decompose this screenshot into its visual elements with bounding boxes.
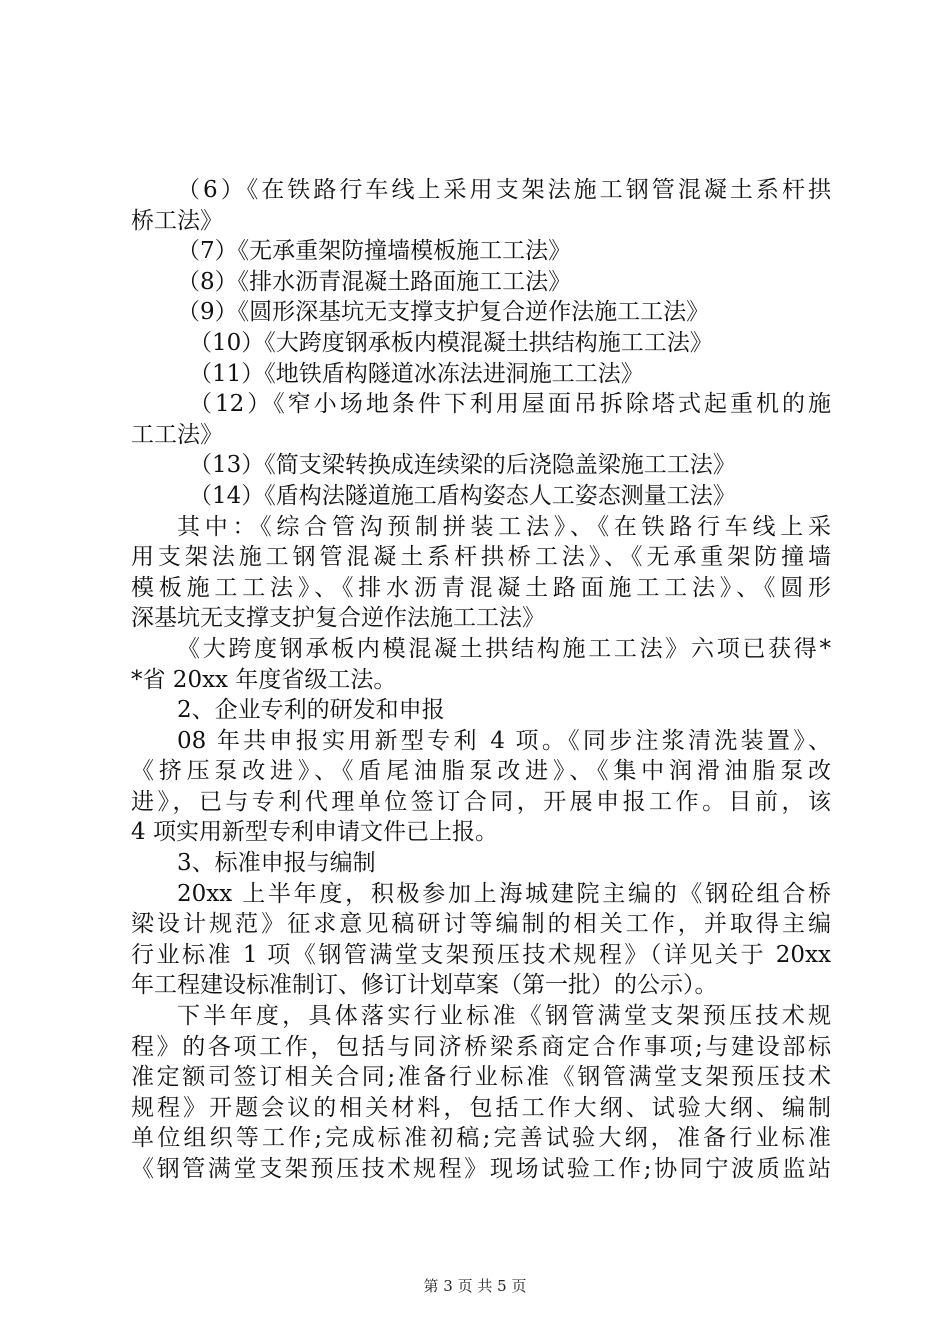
text-line: 准定额司签订相关合同;准备行业标准《钢管满堂支架预压技术 xyxy=(131,1064,831,1091)
text-line: 《大跨度钢承板内模混凝土拱结构施工工法》六项已获得* xyxy=(177,635,831,662)
section-heading: 3、标准申报与编制 xyxy=(177,850,376,877)
text-line: （6）《在铁路行车线上采用支架法施工钢管混凝土系杆拱 xyxy=(177,177,831,203)
text-line: 模板施工工法》、《排水沥青混凝土路面施工工法》、《圆形 xyxy=(131,574,831,601)
text-line: （11）《地铁盾构隧道冰冻法进洞施工工法》 xyxy=(189,360,644,387)
text-line: 规程》开题会议的相关材料，包括工作大纲、试验大纲、编制 xyxy=(131,1094,831,1121)
text-line: （8）《排水沥青混凝土路面施工工法》 xyxy=(177,268,572,295)
text-line: （14）《盾构法隧道施工盾构姿态人工姿态测量工法》 xyxy=(189,482,736,509)
text-line: 年工程建设标准制订、修订计划草案（第一批）的公示）。 xyxy=(131,972,718,999)
text-line: （12）《窄小场地条件下利用屋面吊拆除塔式起重机的施 xyxy=(189,391,831,418)
text-line: 进》，已与专利代理单位签订合同，开展申报工作。目前，该 xyxy=(131,788,831,815)
text-line: *省 20xx 年度省级工法。 xyxy=(131,666,397,693)
text-line: （9）《圆形深基坑无支撑支护复合逆作法施工工法》 xyxy=(177,299,710,326)
text-line: 程》的各项工作，包括与同济桥梁系商定合作事项;与建设部标 xyxy=(131,1033,831,1060)
text-line: 工工法》 xyxy=(131,421,223,448)
text-line: （13）《简支梁转换成连续梁的后浇隐盖梁施工工法》 xyxy=(189,452,736,479)
text-line: 梁设计规范》征求意见稿研讨等编制的相关工作，并取得主编 xyxy=(131,911,831,938)
page-footer: 第 3 页 共 5 页 xyxy=(423,1277,527,1295)
text-line: （10）《大跨度钢承板内模混凝土拱结构施工工法》 xyxy=(189,329,713,356)
text-line: 桥工法》 xyxy=(131,207,223,234)
text-line: （7）《无承重架防撞墙模板施工工法》 xyxy=(177,238,572,265)
text-line: 《挤压泵改进》、《盾尾油脂泵改进》、《集中润滑油脂泵改 xyxy=(131,758,831,785)
text-line: 其中：《综合管沟预制拼装工法》、《在铁路行车线上采 xyxy=(177,513,831,540)
text-line: 4 项实用新型专利申请文件已上报。 xyxy=(131,819,498,846)
text-line: 08 年共申报实用新型专利 4 项。《同步注浆清洗装置》、 xyxy=(177,727,831,754)
text-line: 行业标准 1 项《钢管满堂支架预压技术规程》（详见关于 20xx xyxy=(131,941,831,968)
text-line: 深基坑无支撑支护复合逆作法施工工法》 xyxy=(131,605,545,632)
section-heading: 2、企业专利的研发和申报 xyxy=(177,697,445,724)
body-text xyxy=(131,175,831,1185)
text-line: 单位组织等工作;完成标准初稿;完善试验大纲，准备行业标准 xyxy=(131,1125,831,1152)
text-line: 用支架法施工钢管混凝土系杆拱桥工法》、《无承重架防撞墙 xyxy=(131,544,831,571)
text-line: 20xx 上半年度，积极参加上海城建院主编的《钢砼组合桥 xyxy=(177,880,831,907)
text-line: 下半年度，具体落实行业标准《钢管满堂支架预压技术规 xyxy=(177,1003,831,1030)
text-line: 《钢管满堂支架预压技术规程》现场试验工作;协同宁波质监站 xyxy=(131,1156,831,1182)
